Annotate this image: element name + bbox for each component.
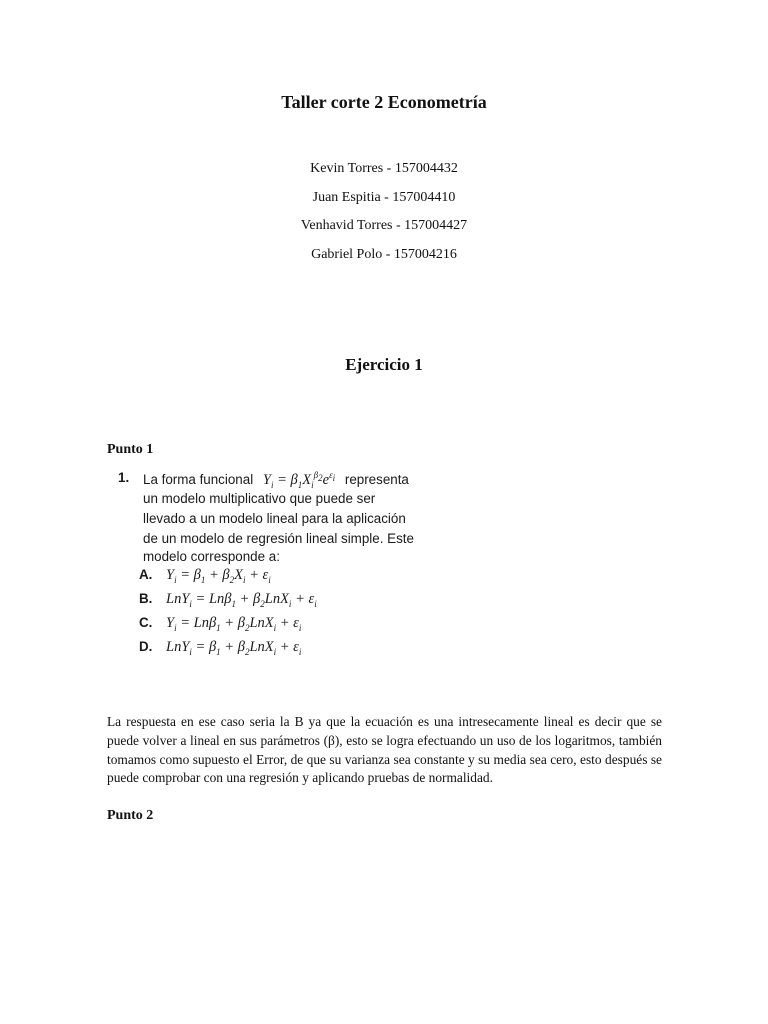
option-letter: D. [139,639,153,654]
option-c-formula: $Y_i = Ln\beta_1 + \beta_2LnX_i + \varepsilon_i$ [166,615,302,633]
option-letter: C. [139,615,153,630]
question-number: 1. [118,470,130,485]
answer-paragraph: La respuesta en ese caso seria la B ya que la ecuación es una intresecamente lineal es decir que se puede volver a lineal en sus parámetros (β), esto se logra efectuando un uso de los logaritmos, también tomamos como supuesto el Error, de que su varianza sea constante y su media sea cero, esto después se puede comprobar con una regresión y aplicando pruebas de normalidad. [107,714,662,786]
functional-form-formula: $Y_i = \beta_1X_i^{\beta_2}e^{\varepsilon_i}$ [262,470,336,490]
author-line: Kevin Torres - 157004432 [310,161,458,176]
question-intro: La forma funcional [143,471,254,487]
document-title: Taller corte 2 Econometría [281,92,487,112]
author-list [0,155,768,269]
question-line: un modelo multiplicativo que puede ser [143,491,376,506]
option-d-formula: $LnY_i = \beta_1 + \beta_2LnX_i + \varepsilon_i$ [166,639,302,657]
option-a-formula: $Y_i = \beta_1 + \beta_2X_i + \varepsilon_i$ [166,567,271,585]
author-line: Juan Espitia - 157004410 [312,189,456,205]
author-line: Gabriel Polo - 157004216 [311,246,457,262]
exercise-title: Ejercicio 1 [345,355,423,374]
punto-2-heading: Punto 2 [107,808,154,823]
option-b-formula: $LnY_i = Ln\beta_1 + \beta_2LnX_i + \varepsilon_i$ [166,591,317,609]
question-image [110,466,420,666]
author-line: Venhavid Torres - 157004427 [300,218,468,233]
question-line: modelo corresponde a: [143,549,280,564]
question-line [143,470,409,490]
question-intro-end: representa [344,471,409,487]
question-line: de un modelo de regresión lineal simple. Este [143,531,414,546]
option-letter: B. [139,591,153,606]
option-letter: A. [139,567,153,582]
question-line: llevado a un modelo lineal para la aplicación [143,511,406,526]
punto-1-heading: Punto 1 [107,442,154,457]
